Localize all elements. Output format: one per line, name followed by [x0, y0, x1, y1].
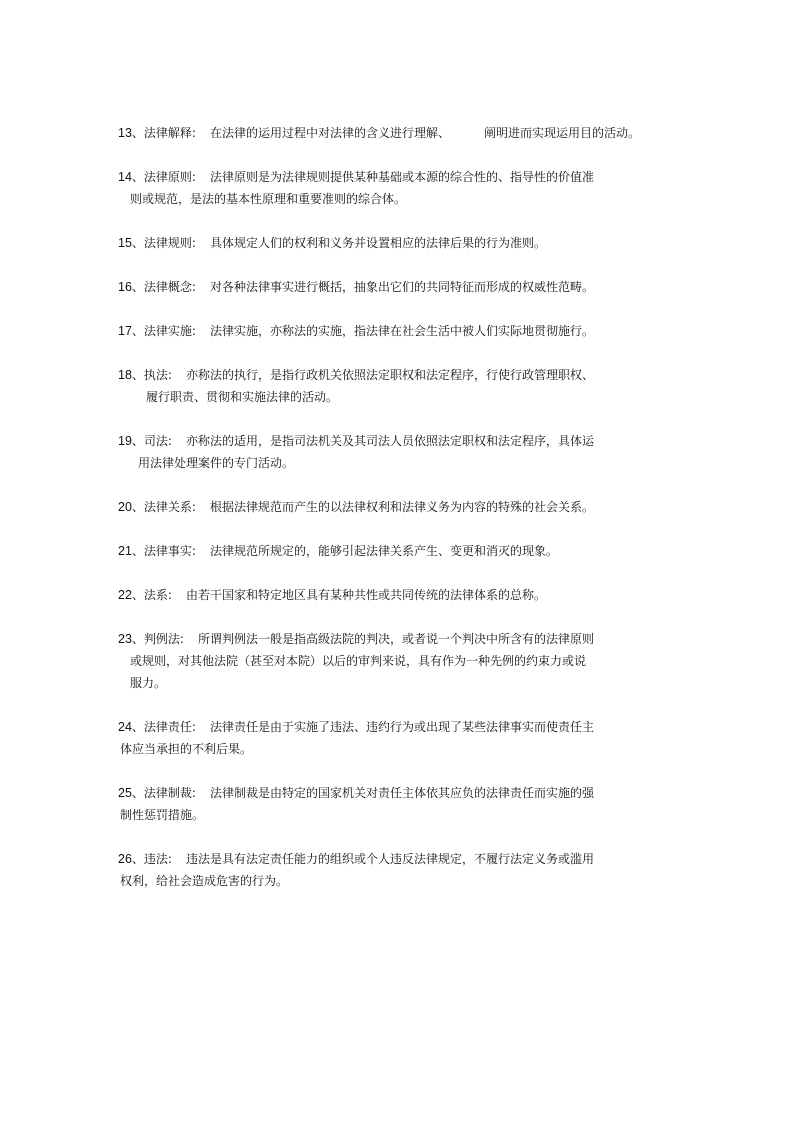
entry-term: 、法律事实:: [131, 544, 196, 558]
definition-entry-18: [118, 364, 678, 408]
entry-text-line: 法律实施，亦称法的实施，指法律在社会生活中被人们实际地贯彻施行。: [209, 324, 594, 338]
entry-text-line: 法律制裁是由特定的国家机关对责任主体依其应负的法律责任而实施的强: [209, 786, 594, 800]
entry-number: 13: [118, 126, 132, 140]
entry-term: 、违法:: [131, 852, 172, 866]
definition-entry-24: [118, 716, 678, 760]
entry-term: 、判例法:: [131, 632, 184, 646]
entry-term: 、法律解释:: [131, 126, 196, 140]
entry-number: 14: [118, 170, 132, 184]
entry-text-line: 对各种法律事实进行概括，抽象出它们的共同特征而形成的权威性范畴。: [209, 280, 594, 294]
definition-entry-25: [118, 782, 678, 826]
entry-text-line: 亦称法的执行，是指行政机关依照法定职权和法定程序，行使行政管理职权、: [185, 368, 594, 382]
entry-number: 24: [118, 720, 132, 734]
entry-term: 、法系:: [131, 588, 172, 602]
entry-text-line: 所谓判例法一般是指高级法院的判决，或者说一个判决中所含有的法律原则: [197, 632, 594, 646]
entry-number: 20: [118, 500, 132, 514]
definition-entry-23: [118, 628, 678, 694]
definition-entry-15: [118, 232, 678, 254]
definition-entry-16: [118, 276, 678, 298]
entry-number: 22: [118, 588, 132, 602]
entry-number: 17: [118, 324, 132, 338]
definition-entry-13: [118, 122, 678, 144]
entry-text-line: 履行职责、贯彻和实施法律的活动。: [146, 390, 339, 404]
entry-number: 15: [118, 236, 132, 250]
entry-text-line: 法律原则是为法律规则提供某种基础或本源的综合性的、指导性的价值准: [209, 170, 594, 184]
definition-entry-26: [118, 848, 678, 892]
entry-term: 、法律实施:: [131, 324, 196, 338]
entry-number: 21: [118, 544, 132, 558]
entry-number: 18: [118, 368, 132, 382]
entry-text-line: 法律责任是由于实施了违法、违约行为或出现了某些法律事实而使责任主: [209, 720, 594, 734]
entry-text-line: 用法律处理案件的专门活动。: [138, 456, 295, 470]
definition-entry-17: [118, 320, 678, 342]
entry-text-line: 具体规定人们的权利和义务并设置相应的法律后果的行为准则。: [209, 236, 546, 250]
entry-text-line: 体应当承担的不利后果。: [120, 742, 253, 756]
definition-entry-22: [118, 584, 678, 606]
definition-entry-21: [118, 540, 678, 562]
entry-term: 、法律责任:: [131, 720, 196, 734]
entry-text-line: 权利，给社会造成危害的行为。: [120, 874, 289, 888]
entry-term: 、法律原则:: [131, 170, 196, 184]
entry-term: 、法律制裁:: [131, 786, 196, 800]
entry-number: 26: [118, 852, 132, 866]
entry-text-line: 制性惩罚措施。: [120, 808, 205, 822]
entry-text-line: 在法律的运用过程中对法律的含义进行理解、: [209, 126, 450, 140]
entry-number: 16: [118, 280, 132, 294]
entry-term: 、法律概念:: [131, 280, 196, 294]
entry-number: 19: [118, 434, 132, 448]
entry-text-line: 或规则，对其他法院（甚至对本院）以后的审判来说，具有作为一种先例的约束力或说: [130, 654, 587, 668]
entry-term: 、执法:: [131, 368, 172, 382]
entry-text-line: 则或规范，是法的基本性原理和重要准则的综合体。: [130, 192, 407, 206]
entry-term: 、法律规则:: [131, 236, 196, 250]
entry-text-line: 由若干国家和特定地区具有某种共性或共同传统的法律体系的总称。: [185, 588, 546, 602]
entry-term: 、法律关系:: [131, 500, 196, 514]
entry-text-line: 根据法律规范而产生的以法律权利和法律义务为内容的特殊的社会关系。: [209, 500, 594, 514]
definition-entry-20: [118, 496, 678, 518]
entry-number: 25: [118, 786, 132, 800]
entry-text-line: 违法是具有法定责任能力的组织或个人违反法律规定，不履行法定义务或滥用: [185, 852, 594, 866]
entry-text-line: 法律规范所规定的，能够引起法律关系产生、变更和消灭的现象。: [209, 544, 558, 558]
entry-text-line: 服力。: [130, 676, 167, 690]
definition-entry-14: [118, 166, 678, 210]
entry-text-line: 亦称法的适用，是指司法机关及其司法人员依照法定职权和法定程序，具体运: [185, 434, 594, 448]
entry-term: 、司法:: [131, 434, 172, 448]
definition-entry-19: [118, 430, 678, 474]
entry-text-line: 阐明进而实现运用目的活动。: [483, 126, 640, 140]
entry-number: 23: [118, 632, 132, 646]
